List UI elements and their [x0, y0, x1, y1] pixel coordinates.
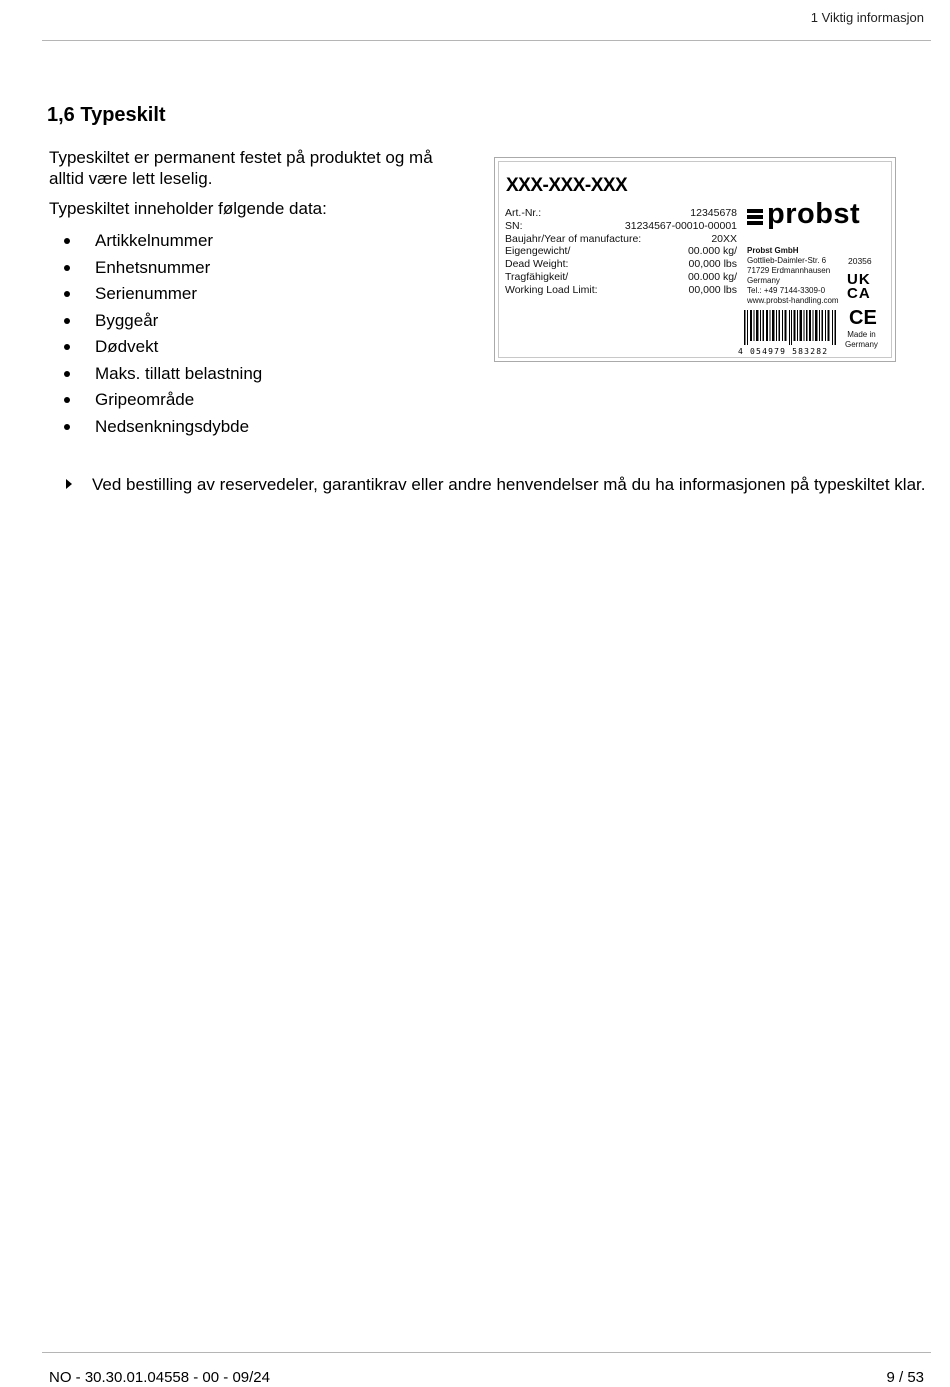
- company-web: www.probst-handling.com: [747, 296, 839, 305]
- plate-field-label: Dead Weight:: [505, 258, 569, 271]
- company-street: Gottlieb-Daimler-Str. 6: [747, 256, 827, 265]
- company-name: Probst GmbH: [747, 246, 799, 255]
- barcode-icon: [744, 310, 838, 345]
- bullet-icon: [64, 291, 70, 297]
- plate-field-value: 12345678: [690, 207, 737, 219]
- page-number: 9 / 53: [886, 1369, 924, 1386]
- ce-mark-icon: CE: [849, 307, 877, 329]
- plate-fields: [505, 207, 737, 297]
- list-item: [49, 416, 262, 443]
- plate-field-label: Baujahr/Year of manufacture:: [505, 232, 642, 245]
- plate-field-row: [505, 258, 737, 271]
- company-country: Germany: [747, 276, 780, 285]
- list-item-text: Maks. tillatt belastning: [95, 363, 263, 383]
- company-address: [747, 246, 839, 306]
- instruction-text: Ved bestilling av reservedeler, garantikrav eller andre henvendelser må du ha informasjonen på typeskiltet klar.: [92, 475, 926, 494]
- made-in-line-2: Germany: [845, 340, 878, 349]
- bullet-icon: [64, 265, 70, 271]
- running-header: 1 Viktig informasjon: [810, 10, 924, 25]
- instruction-step: [66, 474, 936, 495]
- intro-list-lead: Typeskiltet inneholder følgende data:: [49, 199, 327, 218]
- plate-field-row: [505, 220, 737, 233]
- plate-field-label: SN:: [505, 219, 523, 232]
- section-title: 1,6 Typeskilt: [47, 104, 166, 126]
- type-plate-image: [494, 157, 896, 362]
- logo-bars-icon: [747, 209, 763, 227]
- bullet-icon: [64, 344, 70, 350]
- list-item-text: Enhetsnummer: [95, 257, 211, 277]
- list-item: [49, 336, 262, 363]
- footer-divider: [42, 1352, 931, 1353]
- plate-field-row: [505, 207, 737, 220]
- plate-field-value: 00,000 lbs: [688, 283, 737, 296]
- list-item-text: Serienummer: [95, 284, 198, 303]
- list-item-text: Artikkelnummer: [95, 231, 214, 250]
- list-item: [49, 310, 262, 337]
- instruction-arrow-icon: [66, 479, 72, 489]
- bullet-icon: [64, 371, 70, 377]
- list-item-text: Nedsenkningsdybde: [95, 416, 250, 436]
- ukca-bottom: CA: [847, 285, 871, 302]
- barcode-digits: 4 054979 583282: [738, 347, 829, 356]
- plate-field-value: 00.000 kg/: [687, 245, 737, 258]
- document-id: NO - 30.30.01.04558 - 00 - 09/24: [49, 1369, 270, 1386]
- plate-code: 20356: [848, 256, 872, 266]
- made-in-label: [845, 330, 878, 350]
- list-item: [49, 283, 262, 310]
- bullet-icon: [64, 397, 70, 403]
- bullet-icon: [64, 424, 70, 430]
- data-bullet-list: [49, 230, 262, 442]
- list-item-text: Dødvekt: [95, 337, 159, 356]
- bullet-icon: [64, 238, 70, 244]
- plate-field-value: 00,000 lbs: [688, 258, 737, 271]
- logo-wordmark: probst: [767, 198, 861, 230]
- plate-field-label: Eigengewicht/: [505, 245, 571, 258]
- list-item: [49, 363, 262, 390]
- plate-field-row: [505, 284, 737, 297]
- company-city: 71729 Erdmannhausen: [747, 266, 831, 275]
- plate-field-row: [505, 233, 737, 246]
- plate-field-value: 00.000 kg/: [687, 270, 737, 283]
- plate-field-label: Tragfähigkeit/: [505, 270, 569, 283]
- plate-title: XXX-XXX-XXX: [506, 175, 628, 196]
- list-item: [49, 230, 262, 257]
- plate-field-row: [505, 245, 737, 258]
- header-divider: [42, 40, 931, 41]
- plate-field-label: Art.-Nr.:: [505, 207, 542, 219]
- list-item-text: Byggeår: [95, 310, 159, 330]
- list-item: [49, 389, 262, 416]
- plate-field-value: 20XX: [711, 232, 737, 245]
- intro-paragraph: Typeskiltet er permanent festet på produktet og må alltid være lett leselig.: [49, 148, 433, 188]
- list-item: [49, 257, 262, 284]
- bullet-icon: [64, 318, 70, 324]
- plate-field-row: [505, 271, 737, 284]
- ukca-mark-icon: [847, 273, 877, 301]
- made-in-line-1: Made in: [847, 330, 876, 339]
- list-item-text: Gripeområde: [95, 390, 195, 409]
- plate-field-value: 31234567-00010-00001: [624, 219, 737, 232]
- plate-field-label: Working Load Limit:: [505, 283, 598, 296]
- company-phone: Tel.: +49 7144-3309-0: [747, 286, 826, 295]
- ukca-top: UK: [847, 271, 871, 288]
- barcode-graphic: [744, 310, 838, 345]
